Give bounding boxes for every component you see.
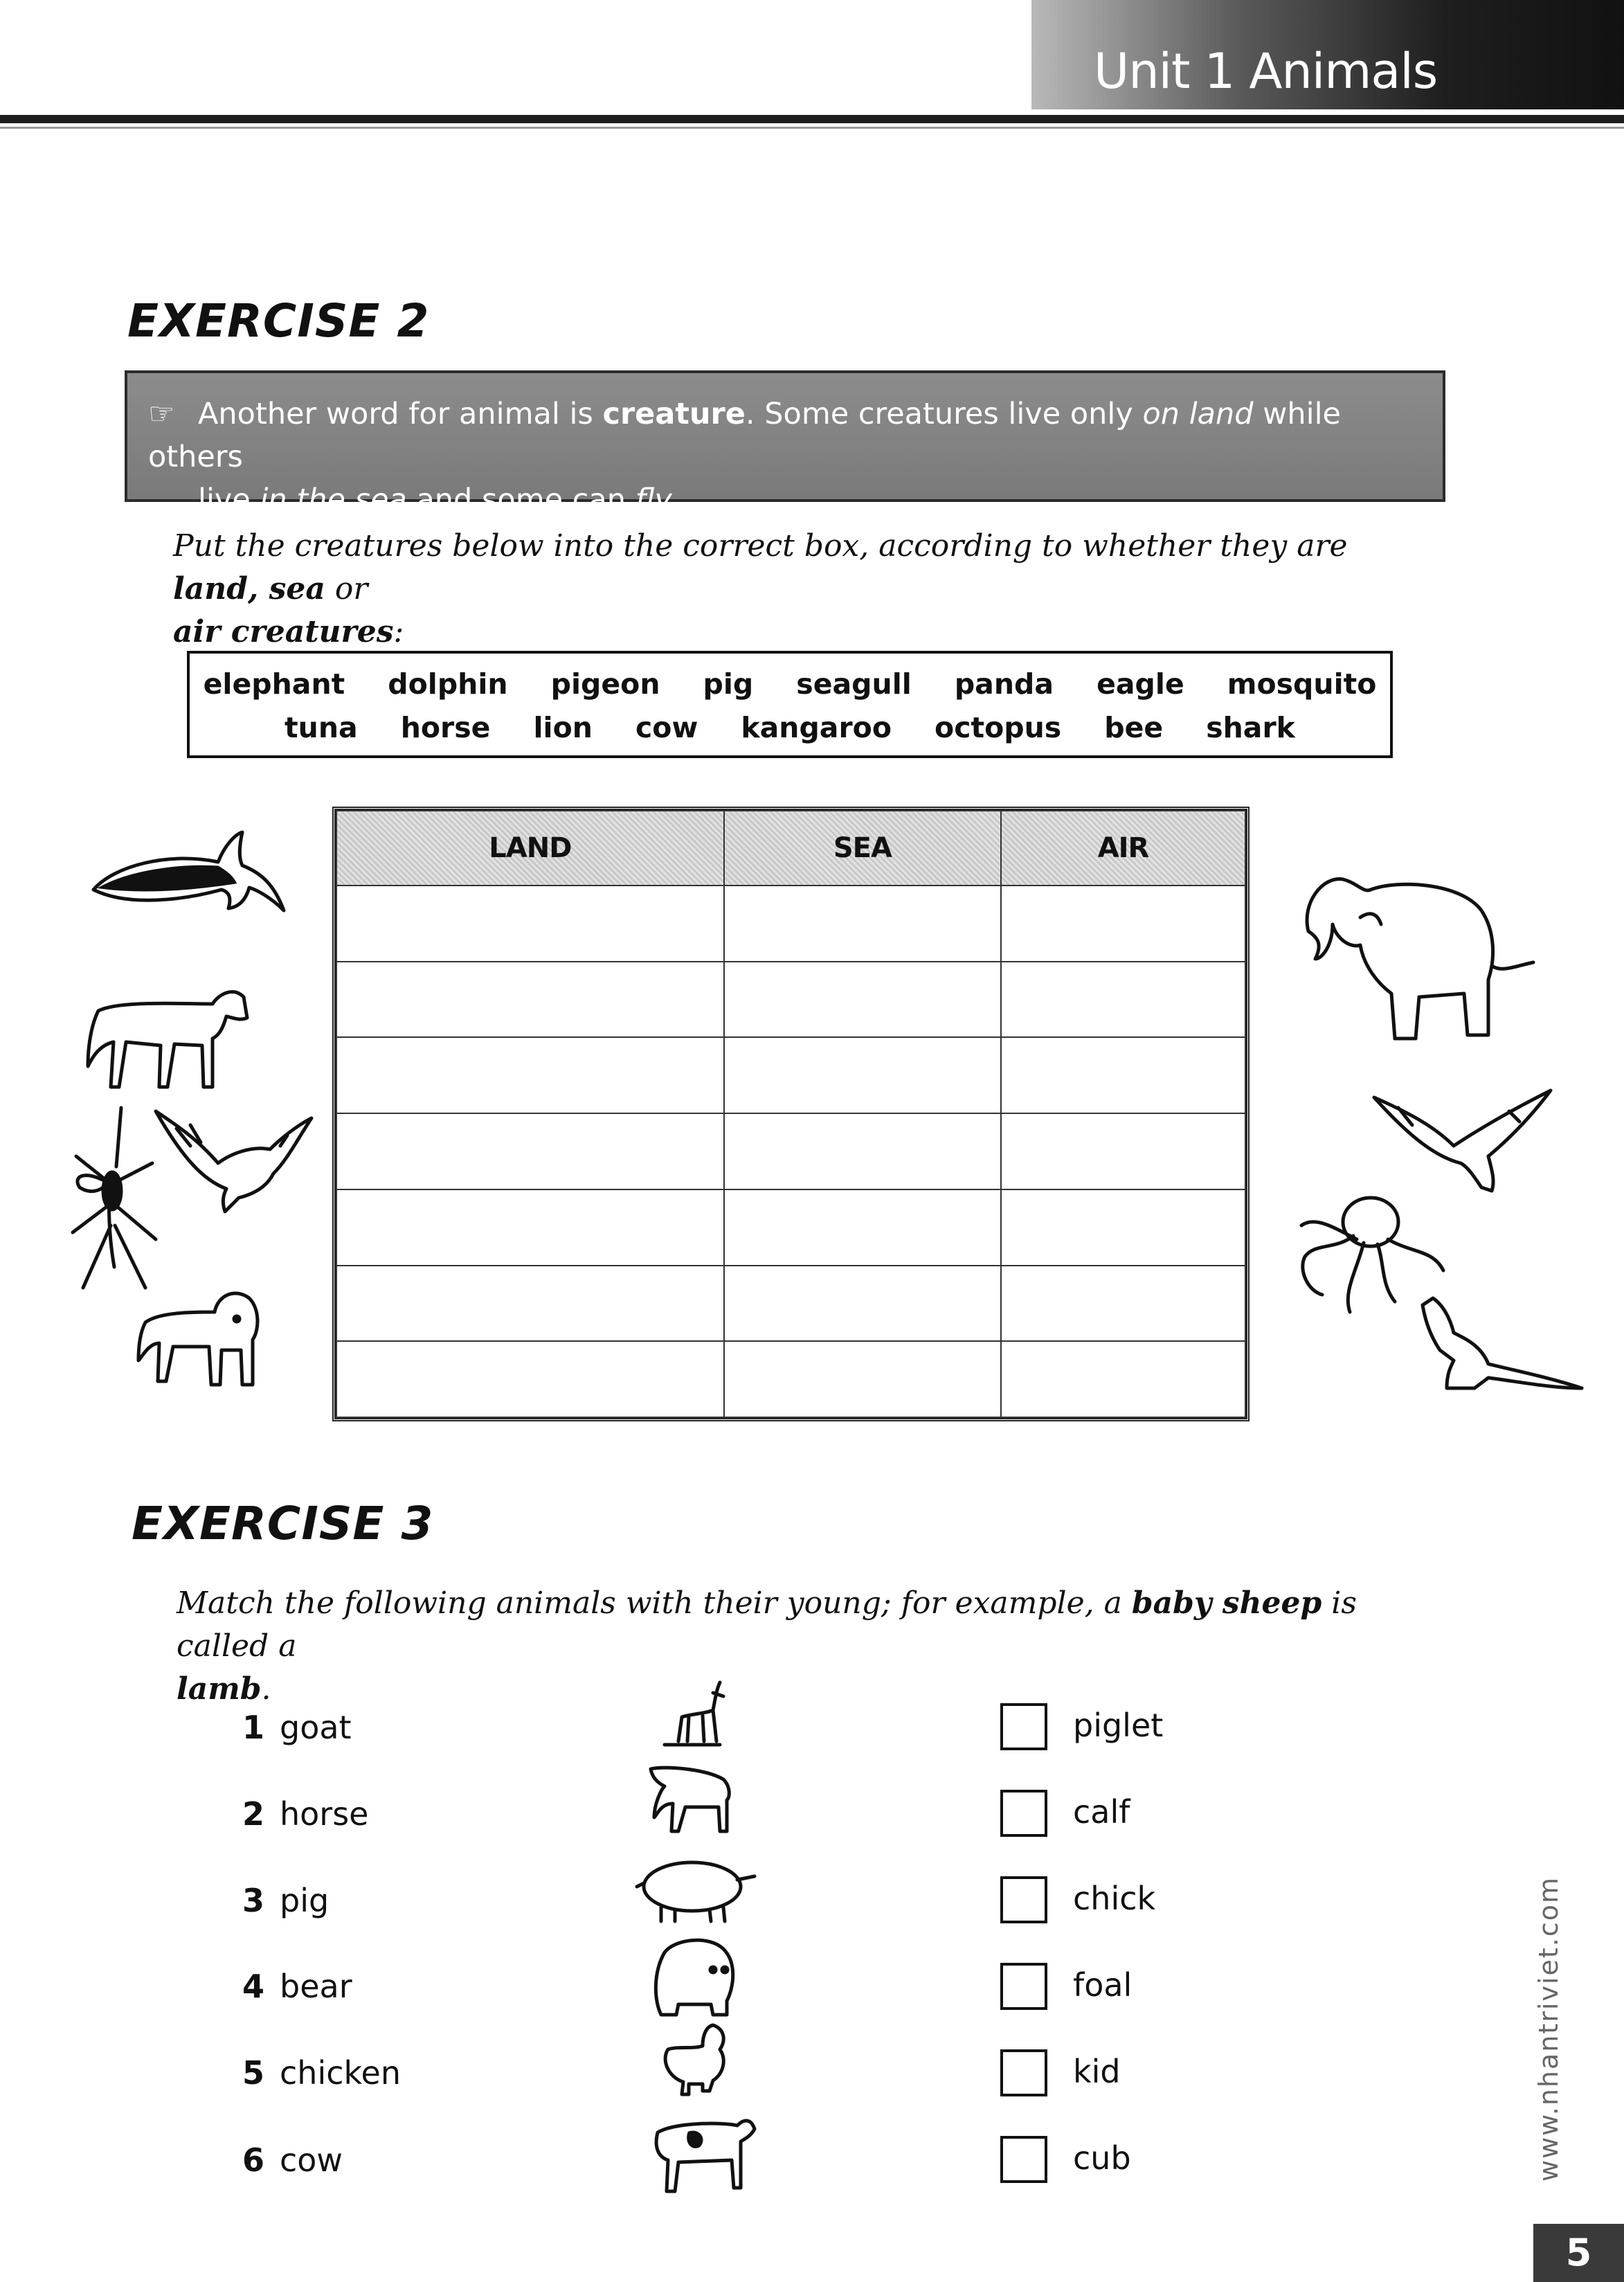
chicken-icon bbox=[654, 2018, 734, 2101]
unit-title: Unit 1 Animals bbox=[1094, 43, 1438, 100]
word-bank-word: pig bbox=[703, 667, 754, 701]
word-bank-word: panda bbox=[954, 667, 1054, 701]
young-name-foal: foal bbox=[1073, 1966, 1133, 2004]
bear-icon bbox=[647, 1932, 741, 2018]
answer-cell[interactable] bbox=[724, 962, 1001, 1038]
exercise-2-instruction: Put the creatures below into the correct box, according to whether they are land, sea or air creatures: bbox=[173, 528, 1348, 649]
publisher-url: www.nhantriviet.com bbox=[1533, 1876, 1564, 2182]
table-row bbox=[336, 962, 1245, 1038]
word-bank-word: shark bbox=[1206, 711, 1295, 744]
exercise-3-title: EXERCISE 3 bbox=[132, 1497, 434, 1550]
word-bank-word: elephant bbox=[203, 667, 345, 701]
word-bank-word: pigeon bbox=[550, 667, 660, 701]
mosquito-icon bbox=[69, 1101, 159, 1298]
header-rule bbox=[0, 115, 1624, 123]
word-bank-word: kangaroo bbox=[741, 711, 892, 744]
exercise-3-instruction: Match the following animals with their young; for example, a baby sheep is called a lamb. bbox=[177, 1585, 1357, 1707]
answer-checkbox[interactable] bbox=[1000, 1876, 1047, 1923]
column-header-sea: SEA bbox=[724, 811, 1001, 886]
answer-cell[interactable] bbox=[336, 886, 724, 962]
answer-cell[interactable] bbox=[1001, 1341, 1245, 1417]
table-row bbox=[336, 886, 1245, 962]
answer-checkbox[interactable] bbox=[1000, 1963, 1047, 2010]
exercise-2-title: EXERCISE 2 bbox=[127, 294, 430, 348]
answer-cell[interactable] bbox=[336, 1037, 724, 1113]
word-bank-word: seagull bbox=[796, 667, 912, 701]
answer-cell[interactable] bbox=[1001, 886, 1245, 962]
animal-item-goat: 1 goat bbox=[242, 1709, 352, 1746]
answer-cell[interactable] bbox=[336, 1266, 724, 1342]
animal-item-chicken: 5 chicken bbox=[242, 2054, 401, 2092]
word-bank-word: octopus bbox=[935, 711, 1062, 744]
young-name-calf: calf bbox=[1073, 1793, 1130, 1831]
young-name-cub: cub bbox=[1073, 2139, 1131, 2177]
answer-cell[interactable] bbox=[1001, 962, 1245, 1038]
word-bank-word: bee bbox=[1104, 711, 1164, 744]
kangaroo-icon bbox=[1412, 1291, 1585, 1392]
word-bank-word: dolphin bbox=[388, 667, 508, 701]
table-row bbox=[336, 1341, 1245, 1417]
word-bank-row-1 bbox=[190, 667, 1390, 701]
answer-checkbox[interactable] bbox=[1000, 1790, 1047, 1837]
answer-cell[interactable] bbox=[724, 886, 1001, 962]
sort-table bbox=[332, 807, 1249, 1421]
header-rule-thin bbox=[0, 127, 1624, 129]
table-row bbox=[336, 1189, 1245, 1266]
column-header-land: LAND bbox=[336, 811, 724, 886]
goat-icon bbox=[654, 1675, 730, 1752]
horse-icon bbox=[637, 1762, 737, 1838]
answer-checkbox[interactable] bbox=[1000, 2049, 1047, 2096]
word-bank bbox=[187, 651, 1393, 758]
answer-cell[interactable] bbox=[1001, 1189, 1245, 1266]
animal-item-bear: 4 bear bbox=[242, 1968, 352, 2005]
word-bank-word: mosquito bbox=[1227, 667, 1377, 701]
answer-cell[interactable] bbox=[1001, 1266, 1245, 1342]
word-bank-word: eagle bbox=[1097, 667, 1184, 701]
lion-icon bbox=[132, 1274, 263, 1392]
cow-icon bbox=[647, 2108, 758, 2198]
answer-cell[interactable] bbox=[336, 1113, 724, 1189]
dolphin-icon bbox=[87, 824, 291, 928]
word-bank-word: tuna bbox=[285, 711, 358, 744]
note-line-1: ☞ Another word for animal is creature. Some creatures live only on land while others bbox=[148, 393, 1422, 478]
answer-cell[interactable] bbox=[724, 1341, 1001, 1417]
answer-checkbox[interactable] bbox=[1000, 1703, 1047, 1750]
word-bank-word: lion bbox=[533, 711, 593, 744]
young-name-piglet: piglet bbox=[1073, 1707, 1164, 1744]
answer-cell[interactable] bbox=[336, 1341, 724, 1417]
young-name-chick: chick bbox=[1073, 1880, 1156, 1917]
pointing-hand-icon: ☞ bbox=[148, 397, 175, 431]
word-bank-row-2 bbox=[190, 711, 1390, 744]
word-bank-word: cow bbox=[635, 711, 698, 744]
answer-cell[interactable] bbox=[1001, 1037, 1245, 1113]
answer-cell[interactable] bbox=[724, 1113, 1001, 1189]
animal-item-horse: 2 horse bbox=[242, 1795, 369, 1833]
table-row bbox=[336, 1037, 1245, 1113]
note-box bbox=[125, 370, 1445, 517]
young-name-kid: kid bbox=[1073, 2053, 1121, 2090]
animal-item-cow: 6 cow bbox=[242, 2141, 343, 2179]
answer-cell[interactable] bbox=[724, 1266, 1001, 1342]
answer-cell[interactable] bbox=[1001, 1113, 1245, 1189]
table-row bbox=[336, 1266, 1245, 1342]
page-number: 5 bbox=[1533, 2224, 1624, 2282]
horse-icon bbox=[78, 983, 254, 1094]
elephant-icon bbox=[1294, 862, 1544, 1049]
answer-cell[interactable] bbox=[336, 1189, 724, 1266]
answer-cell[interactable] bbox=[724, 1037, 1001, 1113]
eagle-icon bbox=[149, 1097, 315, 1215]
word-bank-word: horse bbox=[400, 711, 491, 744]
column-header-air: AIR bbox=[1001, 811, 1245, 886]
eagle-icon bbox=[1371, 1084, 1558, 1198]
animal-item-pig: 3 pig bbox=[242, 1882, 330, 1919]
table-row bbox=[336, 1113, 1245, 1189]
answer-cell[interactable] bbox=[724, 1189, 1001, 1266]
answer-cell[interactable] bbox=[336, 962, 724, 1038]
answer-checkbox[interactable] bbox=[1000, 2136, 1047, 2183]
pig-icon bbox=[633, 1849, 758, 1925]
note-line-2: live in the sea and some can fly. bbox=[198, 483, 682, 517]
